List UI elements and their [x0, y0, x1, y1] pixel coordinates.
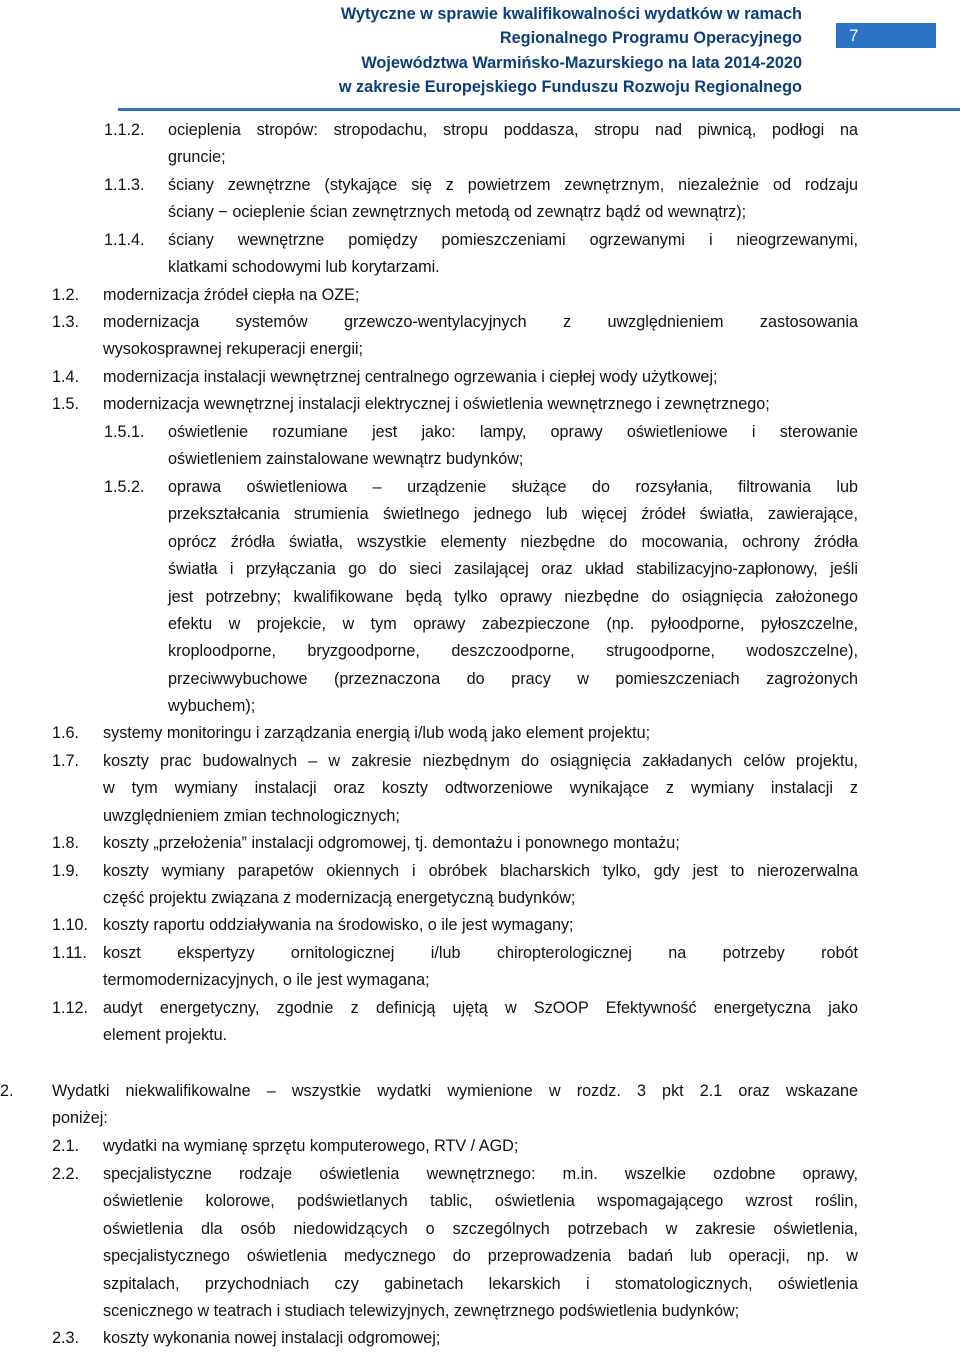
text-line: audyt energetyczny, zgodnie z definicją ujętą w SzOOP Efektywność energetyczna jako: [103, 999, 858, 1017]
list-item-number: 1.5.2.: [104, 478, 145, 496]
text-line: przeciwwybuchowe (przeznaczona do pracy w pomieszczeniach zagrożonych: [168, 669, 858, 688]
list-item-text: [168, 419, 858, 474]
header-line: Wytyczne w sprawie kwalifikowalności wydatków w ramach: [340, 5, 802, 23]
text-line: uwzględnieniem zmian technologicznych;: [103, 806, 400, 825]
text-line: część projektu związana z modernizacją energetyczną budynków;: [103, 889, 576, 908]
list-item-text: [52, 1078, 858, 1133]
list-item-text: [168, 227, 858, 282]
list-item-number: 1.1.2.: [104, 121, 145, 139]
list-item-number: 1.1.3.: [104, 176, 145, 194]
list-item-number: 1.6.: [52, 724, 80, 742]
text-line: modernizacja źródeł ciepła na OZE;: [103, 286, 360, 304]
list-item-text: [168, 117, 858, 172]
page-header: [0, 0, 960, 112]
text-line: wydatki na wymianę sprzętu komputerowego, RTV / AGD;: [103, 1137, 519, 1155]
text-line: ocieplenia stropów: stropodachu, stropu poddasza, stropu nad piwnicą, podłogi na: [168, 121, 858, 139]
text-line: koszty raportu oddziaływania na środowisko, o ile jest wymagany;: [103, 916, 574, 934]
list-item-number: 1.3.: [52, 313, 80, 331]
text-line: jest potrzebny; kwalifikowane będą tylko oprawy niezbędne do osiągnięcia założonego: [168, 587, 858, 606]
list-item-text: [103, 1161, 858, 1325]
text-line: w tym wymiany instalacji oraz koszty odtworzeniowe wynikające z wymiany instalacji z: [103, 779, 858, 798]
text-line: kroploodporne, bryzgoodporne, deszczoodporne, strugoodporne, wodoszczelne),: [168, 642, 858, 661]
text-line: oświetleniem zainstalowane wewnątrz budynków;: [168, 450, 524, 469]
text-line: przekształcania strumienia świetlnego jednego lub więcej źródeł światła, zawierające,: [168, 505, 858, 524]
list-item-number: 1.2.: [52, 286, 80, 304]
list-item-number: 1.5.1.: [104, 423, 145, 441]
text-line: światła i przyłączania go do sieci zasilającej oraz układ stabilizacyjno-zapłonowy, jeśli: [168, 560, 858, 579]
header-line: w zakresie Europejskiego Funduszu Rozwoju Regionalnego: [338, 78, 802, 97]
text-line: poniżej:: [52, 1109, 108, 1128]
text-line: oprócz źródła światła, wszystkie elementy niezbędne do mocowania, ochrony źródła: [168, 532, 858, 551]
text-line: gruncie;: [168, 148, 226, 167]
header-divider: [118, 108, 960, 111]
list-item-text: [103, 912, 858, 939]
list-item-number: 2.3.: [52, 1329, 80, 1347]
list-item-text: [103, 1325, 858, 1352]
text-line: koszt ekspertyzy ornitologicznej i/lub chiropterologicznej na potrzeby robót: [103, 944, 858, 962]
text-line: szpitalach, przychodniach czy gabinetach lekarskich i stomatologicznych, oświetlenia: [103, 1274, 858, 1293]
list-item-number: 1.5.: [52, 395, 80, 413]
text-line: specjalistycznego oświetlenia medycznego do przeprowadzenia badań lub operacji, np. w: [103, 1247, 858, 1266]
list-item-text: [103, 1133, 858, 1160]
text-line: oprawa oświetleniowa – urządzenie służące do rozsyłania, filtrowania lub: [168, 478, 858, 496]
text-line: koszty wymiany parapetów okiennych i obróbek blacharskich tylko, gdy jest to nierozerwalna: [103, 862, 858, 880]
list-item-number: 2.1.: [52, 1137, 80, 1155]
header-line: Regionalnego Programu Operacyjnego: [499, 29, 802, 48]
list-item-text: [103, 858, 858, 913]
text-line: oświetlenie rozumiane jest jako: lampy, oprawy oświetleniowe i sterowanie: [168, 423, 858, 441]
list-item-text: [103, 830, 858, 857]
page-number: 7: [836, 23, 936, 48]
text-line: klatkami schodowymi lub korytarzami.: [168, 258, 440, 277]
list-item-text: [103, 391, 858, 418]
text-line: element projektu.: [103, 1026, 228, 1045]
list-item-text: [103, 940, 858, 995]
text-line: modernizacja systemów grzewczo-wentylacyjnych z uwzględnieniem zastosowania: [103, 313, 858, 331]
list-item-number: 2.2.: [52, 1165, 80, 1183]
list-item-text: [103, 282, 858, 309]
list-item-number: 1.4.: [52, 368, 80, 386]
text-line: modernizacja wewnętrznej instalacji elektrycznej i oświetlenia wewnętrznego i zewnętrznego;: [103, 395, 770, 413]
text-line: koszty „przełożenia” instalacji odgromowej, tj. demontażu i ponownego montażu;: [103, 834, 680, 852]
list-item-number: 1.9.: [52, 862, 80, 880]
text-line: efektu w projekcie, w tym oprawy zabezpieczone (np. pyłoodporne, pyłoszczelne,: [168, 614, 858, 633]
list-item-text: [103, 748, 858, 830]
text-line: koszty wykonania nowej instalacji odgromowej;: [103, 1329, 441, 1347]
text-line: ściany zewnętrzne (stykające się z powietrzem zewnętrznym, niezależnie od rodzaju: [168, 176, 858, 194]
text-line: scenicznego w teatrach i studiach telewizyjnych, zewnętrznego podświetlenia budynków;: [103, 1301, 740, 1320]
header-line: Województwa Warmińsko-Mazurskiego na lata 2014-2020: [361, 53, 802, 72]
text-line: termomodernizacyjnych, o ile jest wymagana;: [103, 971, 430, 990]
list-item-number: 1.11.: [52, 944, 87, 962]
text-line: koszty prac budowalnych – w zakresie niezbędnym do osiągnięcia zakładanych celów projektu,: [103, 752, 858, 770]
document-title: [202, 2, 802, 100]
text-line: modernizacja instalacji wewnętrznej centralnego ogrzewania i ciepłej wody użytkowej;: [103, 368, 718, 386]
list-item-number: 1.8.: [52, 834, 80, 852]
text-line: ściany − ocieplenie ścian zewnętrznych metodą od zewnątrz bądź od wewnątrz);: [168, 203, 747, 222]
list-item-number: 1.12.: [52, 999, 89, 1017]
text-line: wysokosprawnej rekuperacji energii;: [103, 340, 364, 359]
list-item-number: 1.1.4.: [104, 231, 145, 249]
list-item-text: [168, 172, 858, 227]
list-item-number: 1.10.: [52, 916, 89, 934]
text-line: systemy monitoringu i zarządzania energią i/lub wodą jako element projektu;: [103, 724, 651, 742]
text-line: oświetlenie kolorowe, podświetlanych tablic, oświetlenia wspomagającego wzrost roślin,: [103, 1192, 858, 1211]
list-item-text: [103, 364, 858, 391]
list-item-number: 1.7.: [52, 752, 80, 770]
list-item-text: [103, 720, 858, 747]
text-line: ściany wewnętrzne pomiędzy pomieszczeniami ogrzewanymi i nieogrzewanymi,: [168, 231, 858, 249]
text-line: wybuchem);: [168, 697, 256, 716]
list-item-text: [103, 995, 858, 1050]
text-line: oświetlenia dla osób niedowidzących o szczególnych potrzebach w zakresie oświetlenia,: [103, 1219, 858, 1238]
list-item-text: [168, 474, 858, 721]
list-item-text: [103, 309, 858, 364]
text-line: specjalistyczne rodzaje oświetlenia wewnętrznego: m.in. wszelkie ozdobne oprawy,: [103, 1165, 858, 1183]
list-item-number: 2.: [0, 1082, 14, 1100]
text-line: Wydatki niekwalifikowalne – wszystkie wydatki wymienione w rozdz. 3 pkt 2.1 oraz wskazane: [52, 1082, 858, 1100]
